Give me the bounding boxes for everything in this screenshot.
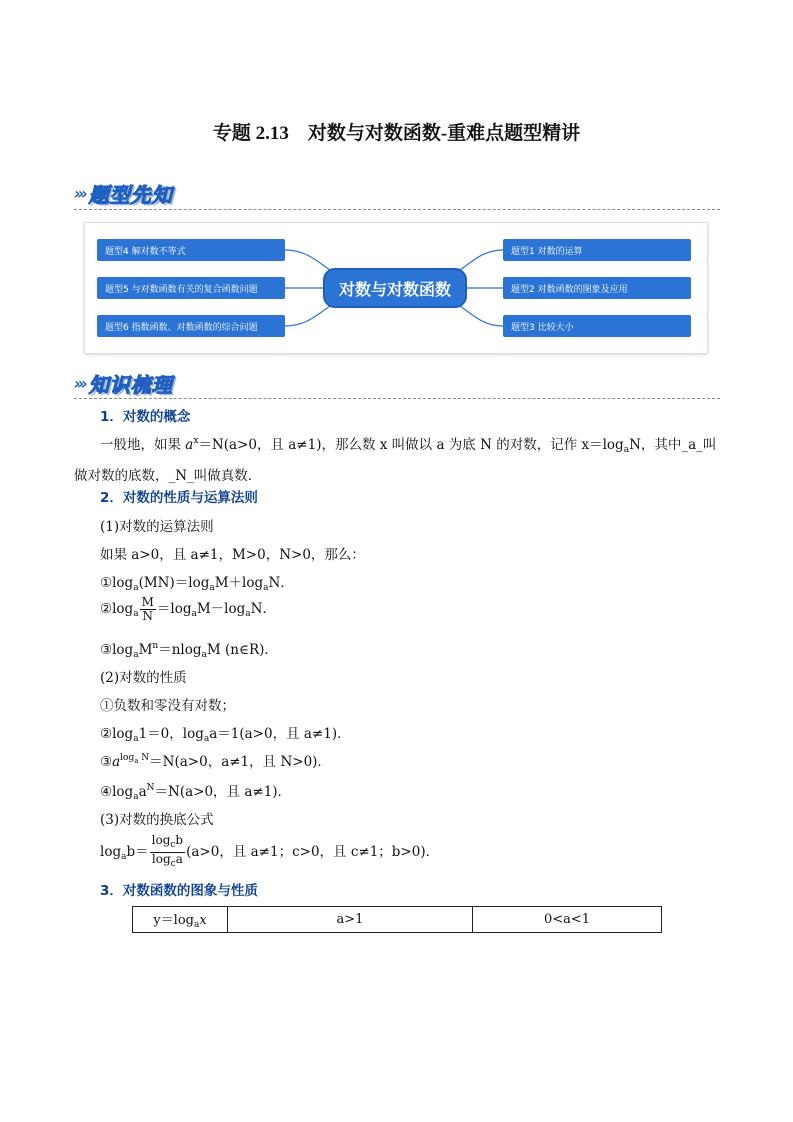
property-4: $④\log_aa^N=N(a>0$，且 a≠1)． xyxy=(100,783,292,802)
table-cell: $y=\log_ax$ xyxy=(133,907,228,933)
mindmap-center-node: 对数与对数函数 xyxy=(323,268,467,308)
section-heading-3: 3．对数函数的图象与性质 xyxy=(100,883,258,899)
banner-text: 题型先知 xyxy=(88,182,173,207)
mindmap-node-type1: 题型1 对数的运算 xyxy=(503,239,691,261)
rule-2: $②\log_a$ $\frac{M}{N}$ $=\log_aM-\log_aN$． xyxy=(100,595,276,623)
paragraph-log-definition: 一般地，如果 $a^x=N(a>0$，且 a≠1)，那么数 x 叫做以 a 为底 N 的对数，记作 $x=\log_aN$，其中_a_叫做对数的底数，_N_叫做真数． xyxy=(74,436,717,484)
table-cell: 0<a<1 xyxy=(473,907,662,933)
mindmap xyxy=(84,222,708,354)
divider xyxy=(74,398,720,399)
property-2: $②\log_a1=0$，$\log_aa=1(a>0$，且 a≠1)． xyxy=(100,726,351,744)
mindmap-node-type6: 题型6 指数函数、对数函数的综合问题 xyxy=(97,315,285,337)
subheading-change-of-base: (3)对数的换底公式 xyxy=(100,812,214,828)
section-heading-1: 1．对数的概念 xyxy=(100,409,191,425)
mindmap-node-type4: 题型4 解对数不等式 xyxy=(97,239,285,261)
subheading-properties: (2)对数的性质 xyxy=(100,670,187,686)
chevron-icon: ››› xyxy=(74,183,85,203)
banner-text: 知识梳理 xyxy=(88,372,173,397)
mindmap-node-type2: 题型2 对数函数的图象及应用 xyxy=(503,277,691,299)
rule-1: $①\log_a(MN)=\log_aM+\log_aN$． xyxy=(100,575,294,593)
section-banner-question-types xyxy=(74,178,173,208)
property-1: ①负数和零没有对数； xyxy=(100,698,235,714)
change-of-base-formula: $\log_ab=$ $\frac{\log_cb}{\log_ca}$ (a>0，且 a≠1；c>0，且 c≠1；b>0)． xyxy=(100,833,440,869)
table-cell: a>1 xyxy=(228,907,473,933)
mindmap-node-type5: 题型5 与对数函数有关的复合函数问题 xyxy=(97,277,285,299)
log-function-properties-table xyxy=(132,906,662,933)
table-row xyxy=(133,907,662,933)
rule-3: $③\log_aM^n=nlog_aM$ (n∈R)． xyxy=(100,641,278,660)
condition-line: 如果 a>0，且 a≠1，M>0，N>0，那么： xyxy=(100,547,365,563)
property-3: $③a^{log_a N}=N(a>0$，a≠1，且 N>0)． xyxy=(100,753,331,770)
page-title: 专题 2.13 对数与对数函数-重难点题型精讲 xyxy=(212,123,581,144)
section-heading-2: 2．对数的性质与运算法则 xyxy=(100,490,258,506)
divider xyxy=(74,209,720,210)
mindmap-node-type3: 题型3 比较大小 xyxy=(503,315,691,337)
subheading-operation-rules: (1)对数的运算法则 xyxy=(100,519,214,535)
section-banner-knowledge xyxy=(74,368,173,398)
chevron-icon: ››› xyxy=(74,373,85,393)
